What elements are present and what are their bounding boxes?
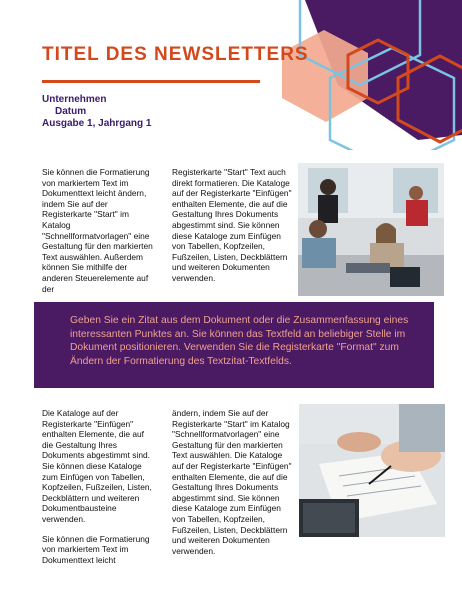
title-underline [42, 80, 260, 83]
newsletter-meta [42, 94, 151, 130]
body-paragraph: Die Kataloge auf der Registerkarte "Einfügen" enthalten Elemente, die auf die Gestaltung Ihres Dokuments abgestimmt sind. Sie können diese Kataloge zum Einfügen von Tabellen, Kopfzeilen, Fußzeilen, Listen, Deckblättern und weiteren Dokumentbausteine verwenden. [42, 408, 152, 524]
issue-number: Ausgabe 1, Jahrgang 1 [42, 118, 152, 129]
issue-date: Datum [55, 106, 87, 117]
pull-quote-text: Geben Sie ein Zitat aus dem Dokument oder die Zusammenfassung eines interessanten Punktes an. Sie können das Textfeld an beliebiger Stelle im Dokument positionieren. Verwenden Sie die Registerkarte "Format" zum Ändern der Formatierung des Textzitat-Textfelds. [70, 315, 409, 367]
section1-column-1 [42, 167, 154, 303]
section2-column-1 [42, 408, 154, 574]
newsletter-title: TITEL DES NEWSLETTERS [42, 44, 309, 65]
body-paragraph: ändern, indem Sie auf der Registerkarte "Start" im Katalog "Schnellformatvorlagen" eine Gestaltung für den markierten Text auswählen. Die Kataloge auf der Registerkarte "Einfügen" enthalten Elemente, die auf die Gestaltung Ihres Dokuments abgestimmt sind. Sie können diese Kataloge zum Einfügen von Tabellen, Kopfzeilen, Fußzeilen, Listen, Deckblättern und weiteren Dokumenten verwenden. [172, 408, 292, 556]
body-paragraph: Sie können die Formatierung von markiertem Text im Dokumenttext leicht [42, 533, 150, 565]
section1-column-2 [172, 167, 292, 293]
business-documents-photo [299, 404, 445, 537]
company-name: Unternehmen [42, 94, 107, 105]
body-paragraph: Sie können die Formatierung von markiertem Text im Dokumenttext leicht ändern, indem Sie auf der Registerkarte "Start" im Katalog "Schnellformatvorlagen" eine Gestaltung für den markierten Text auswählen. Außerdem können Sie mithilfe der anderen Steuerelemente auf der [42, 167, 153, 294]
office-meeting-photo [298, 163, 444, 296]
pull-quote-box [34, 302, 434, 388]
section2-column-2 [172, 408, 292, 565]
body-paragraph: Registerkarte "Start" Text auch direkt formatieren. Die Kataloge auf der Registerkarte "Einfügen" enthalten Elemente, die auf die Gestaltung Ihres Dokuments abgestimmt sind. Sie können diese Kataloge zum Einfügen von Tabellen, Kopfzeilen, Fußzeilen, Listen, Deckblättern und weiteren Dokumenten verwenden. [172, 167, 292, 283]
